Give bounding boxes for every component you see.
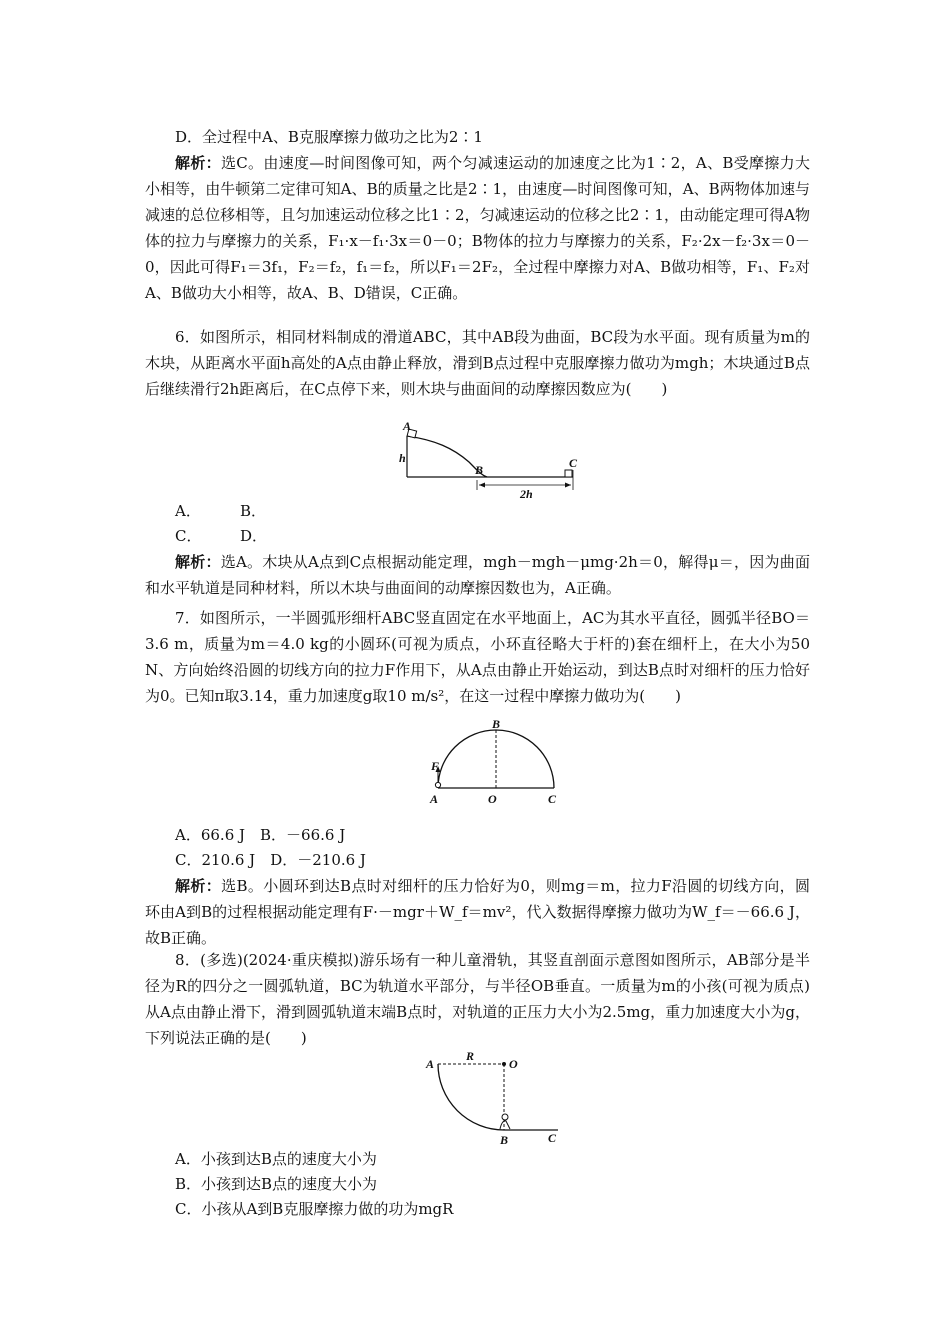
q6-label-a: A (403, 419, 412, 433)
q8-option-b: B．小孩到达B点的速度大小为 (175, 1175, 378, 1193)
q7-analysis-text: 选B。小圆环到达B点时对细杆的压力恰好为0，则mg＝m，拉力F沿圆的切线方向，圆环由A到B的过程根据动能定理有F·－mgr＋W_f＝mv²，代入数据得摩擦力做功为W_f＝－66.6 J，故B正确。 (145, 877, 810, 947)
q7-label-a: A (430, 792, 439, 806)
q8-label-o: O (509, 1057, 518, 1071)
q6-dim-arrow-left (479, 483, 485, 488)
q7-label-c: C (548, 792, 557, 806)
q7-label-o: O (488, 792, 497, 806)
q7-options-row1: A．66.6 J B．－66.6 J (175, 826, 346, 844)
q6-option-d: D． (240, 527, 268, 545)
q7-analysis (145, 873, 810, 951)
q8-center-point (502, 1062, 506, 1066)
q8-child-head (502, 1114, 508, 1120)
q7-options-row2: C．210.6 J D．－210.6 J (175, 851, 366, 869)
q6-dim-arrow-right (565, 483, 571, 488)
q8-option-c: C．小孩从A到B克服摩擦力做的功为mgR (175, 1200, 454, 1218)
q5-analysis (145, 150, 810, 306)
q8-figure (420, 1048, 570, 1148)
q8-arc-track (438, 1064, 504, 1130)
q7-analysis-label: 解析： (175, 877, 222, 895)
q5-analysis-text: 选C。由速度—时间图像可知，两个匀减速运动的加速度之比为1∶2，A、B受摩擦力大小相等，由牛顿第二定律可知A、B的质量之比是2∶1，由速度—时间图像可知，A、B两物体加速与减速的总位移相等，且匀加速运动位移之比1∶2，匀减速运动的位移之比2∶1，由动能定理可得A物体的拉力与摩擦力的关系，F₁·x－f₁·3x＝0－0；B物体的拉力与摩擦力的关系，F₂·2x－f₂·3x＝0－0，因此可得F₁＝3f₁，F₂＝f₂，f₁＝f₂，所以F₁＝2F₂，全过程中摩擦力对A、B做功相等，F₁、F₂对A、B做功大小相等，故A、B、D错误，C正确。 (145, 154, 810, 302)
q7-label-f: F (431, 759, 440, 773)
q6-analysis (145, 549, 810, 601)
q6-analysis-label: 解析： (175, 553, 221, 571)
q8-label-a: A (426, 1057, 435, 1071)
q7-label-b: B (492, 720, 501, 731)
q6-option-b: B． (240, 502, 267, 520)
q7-figure (422, 720, 562, 808)
q6-label-b: B (475, 463, 484, 477)
q7-semicircle (438, 730, 554, 788)
q8-label-c: C (548, 1131, 557, 1145)
q6-figure (395, 418, 595, 500)
q5-analysis-label: 解析： (175, 154, 221, 172)
q6-block-c (565, 470, 572, 477)
q6-label-2h: 2h (520, 487, 533, 500)
q8-stem: 8．(多选)(2024·重庆模拟)游乐场有一种儿童滑轨，其竖直剖面示意图如图所示，AB部分是半径为R的四分之一圆弧轨道，BC为轨道水平部分，与半径OB垂直。一质量为m的小孩(可视为质点)从A点由静止滑下，滑到圆弧轨道末端B点时，对轨道的正压力大小为2.5mg，重力加速度大小为g，下列说法正确的是( ) (145, 951, 810, 1047)
q8-option-a: A．小孩到达B点的速度大小为 (175, 1150, 377, 1168)
q8-child-body (500, 1121, 510, 1129)
q8-label-b: B (500, 1133, 509, 1147)
q7-ring (435, 782, 440, 787)
q6-analysis-text: 选A。木块从A点到C点根据动能定理，mgh－mgh－μmg·2h＝0，解得μ＝，因为曲面和水平轨道是同种材料，所以木块与曲面间的动摩擦因数也为，A正确。 (145, 553, 810, 597)
q8-label-r: R (466, 1049, 475, 1063)
q7-stem: 7．如图所示，一半圆弧形细杆ABC竖直固定在水平地面上，AC为其水平直径，圆弧半径BO＝3.6 m，质量为m＝4.0 kg的小圆环(可视为质点，小环直径略大于杆的)套在细杆上，在大小为50 N、方向始终沿圆的切线方向的拉力F作用下，从A点由静止开始运动，到达B点时对细杆的压力恰好为0。已知π取3.14，重力加速度g取10 m/s²，在这一过程中摩擦力做功为( ) (145, 609, 810, 705)
q6-label-c: C (569, 456, 578, 470)
q6-label-h: h (399, 451, 406, 465)
q5-option-d: D．全过程中A、B克服摩擦力做功之比为2∶1 (175, 128, 483, 146)
q6-stem: 6．如图所示，相同材料制成的滑道ABC，其中AB段为曲面，BC段为水平面。现有质量为m的木块，从距离水平面h高处的A点由静止释放，滑到B点过程中克服摩擦力做功为mgh；木块通过B点后继续滑行2h距离后，在C点停下来，则木块与曲面间的动摩擦因数应为( ) (145, 328, 810, 398)
q6-option-c: C． (175, 527, 202, 545)
q6-option-a: A． (175, 502, 201, 520)
